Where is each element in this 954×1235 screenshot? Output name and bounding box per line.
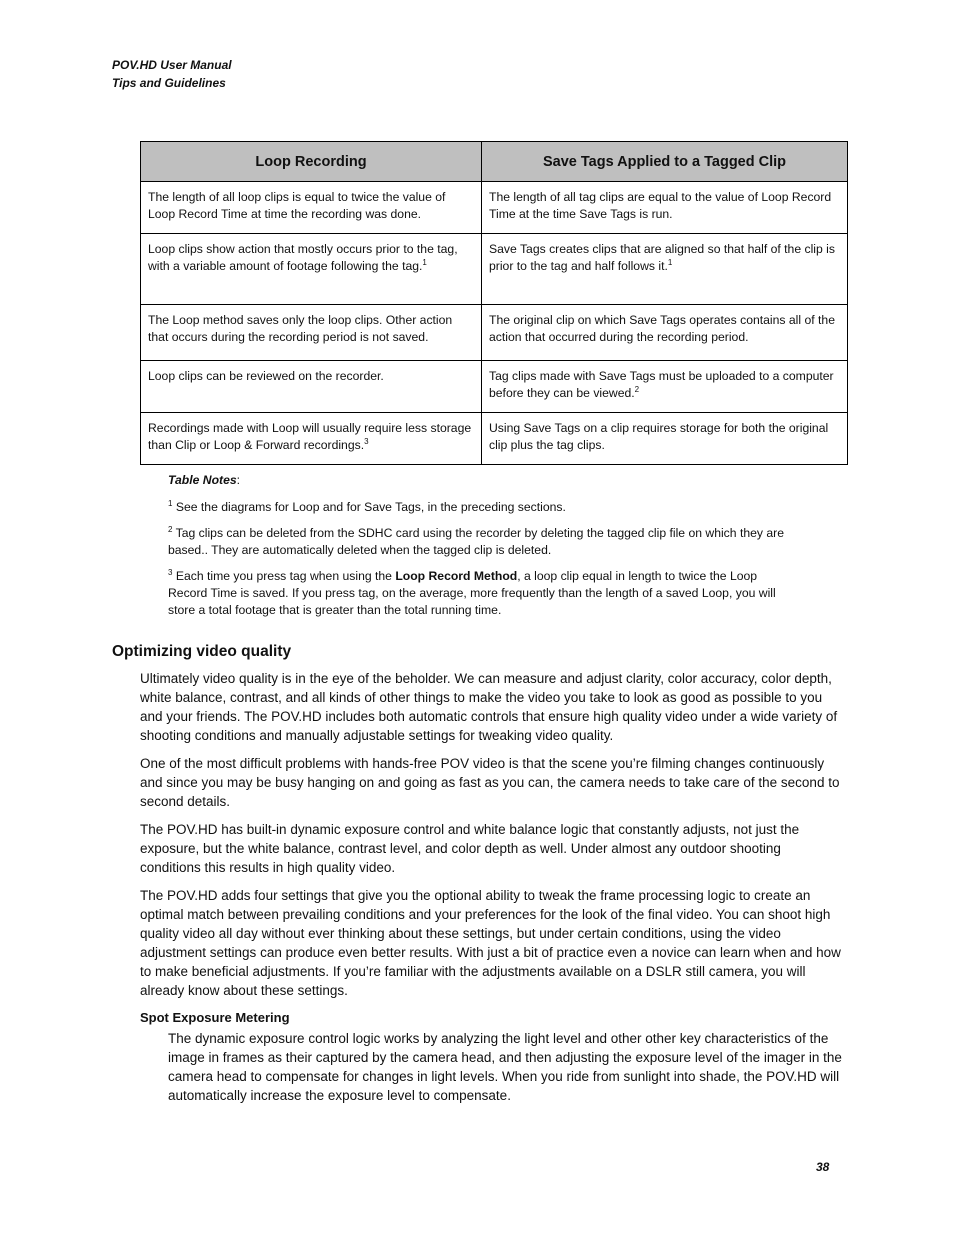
footnote-ref: 1 [667, 258, 673, 267]
table-note-2: $^2$ Tag clips can be deleted from the SDHC card using the recorder by deleting the tagged clip file on which they are based.. They are automatically deleted when the tagged clip is deleted. [168, 525, 784, 557]
table-cell-loop: Loop clips can be reviewed on the recorder. [141, 361, 482, 413]
table-cell-save-tags: Save Tags creates clips that are aligned so that half of the clip is prior to the tag and half follows it.$^1$ [482, 234, 848, 305]
subsection-body [168, 1029, 843, 1105]
table-notes [168, 472, 798, 628]
table-note-1: $^1$ See the diagrams for Loop and for Save Tags, in the preceding sections. [168, 499, 566, 514]
section-body [140, 669, 843, 1105]
table-cell-save-tags: Using Save Tags on a clip requires storage for both the original clip plus the tag clips. [482, 413, 848, 465]
table-notes-heading: Table Notes: [168, 473, 241, 487]
paragraph: The POV.HD adds four settings that give you the optional ability to tweak the frame processing logic to create an optimal match between prevailing conditions and your preferences for the look of the final video. You can shoot high quality video all day without ever thinking about these settings, but under certain conditions, using the video adjustment settings can produce even better results. With just a bit of practice even a novice can learn when and how to make beneficial adjustments. If you’re familiar with the adjustments available on a DSLR still camera, you will already know about these settings. [140, 888, 841, 998]
table-row [141, 182, 848, 234]
manual-title: POV.HD User Manual [112, 58, 232, 72]
table-row [141, 305, 848, 361]
comparison-table [140, 141, 848, 465]
table-header-row [141, 142, 848, 182]
table-cell-save-tags: The original clip on which Save Tags operates contains all of the action that occurred during the recording period. [482, 305, 848, 361]
table-cell-save-tags: The length of all tag clips are equal to the value of Loop Record Time at the time Save Tags is run. [482, 182, 848, 234]
paragraph: Ultimately video quality is in the eye of the beholder. We can measure and adjust clarity, color accuracy, color depth, white balance, contrast, and all kinds of other things to make the video you take to look as good as possible to you and your friends. The POV.HD includes both automatic controls that ensure high quality video under a wide variety of shooting conditions and manually adjustable settings for tweaking video quality. [140, 671, 838, 743]
table-row [141, 413, 848, 465]
table-row [141, 234, 848, 305]
paragraph: One of the most difficult problems with hands-free POV video is that the scene you’re filming changes continuously and since you may be busy hanging on and going as fast as you can, the camera needs to take care of the second to second details. [140, 756, 840, 809]
chapter-title: Tips and Guidelines [112, 76, 226, 90]
footnote-ref: 3 [364, 437, 369, 446]
table-row [141, 361, 848, 413]
page-number: 38 [816, 1160, 830, 1174]
paragraph: The POV.HD has built-in dynamic exposure control and white balance logic that constantly adjusts, not just the exposure, but the white balance, contrast level, and color depth as well. Under almost any outdoor shooting conditions this results in high quality video. [140, 822, 800, 875]
table-cell-loop: Recordings made with Loop will usually require less storage than Clip or Loop & Forward recordings.$^3$ [141, 413, 482, 465]
table-cell-loop: Loop clips show action that mostly occurs prior to the tag, with a variable amount of footage following the tag.$^1$ [141, 234, 482, 305]
column-header-save-tags: Save Tags Applied to a Tagged Clip [482, 142, 848, 182]
table-cell-loop: The length of all loop clips is equal to twice the value of Loop Record Time at time the recording was done. [141, 182, 482, 234]
table-cell-save-tags: Tag clips made with Save Tags must be uploaded to a computer before they can be viewed.$^2$ [482, 361, 848, 413]
paragraph: The dynamic exposure control logic works by analyzing the light level and other other key characteristics of the image in frames as their captured by the camera head, and then adjusting the exposure level of the imager in the camera head to compensate for changes in light levels. When you ride from sunlight into shade, the POV.HD will automatically increase the exposure level to compensate. [168, 1031, 842, 1103]
section-heading: Optimizing video quality [112, 643, 292, 660]
table-cell-loop: The Loop method saves only the loop clips. Other action that occurs during the recording period is not saved. [141, 305, 482, 361]
running-header [112, 56, 232, 92]
subsection-heading: Spot Exposure Metering [140, 1010, 290, 1025]
column-header-loop-recording: Loop Recording [141, 142, 482, 182]
footnote-ref: 2 [634, 385, 640, 394]
footnote-ref: 1 [422, 258, 427, 267]
table-note-3: $^3$ Each time you press tag when using the Loop Record Method, a loop clip equal in length to twice the Loop Record Time is saved. If you press tag, on the average, more frequently than the length of a saved Loop, you will store a total footage that is greater than the total running time. [168, 568, 776, 617]
section-optimizing-video-quality [112, 641, 847, 1114]
